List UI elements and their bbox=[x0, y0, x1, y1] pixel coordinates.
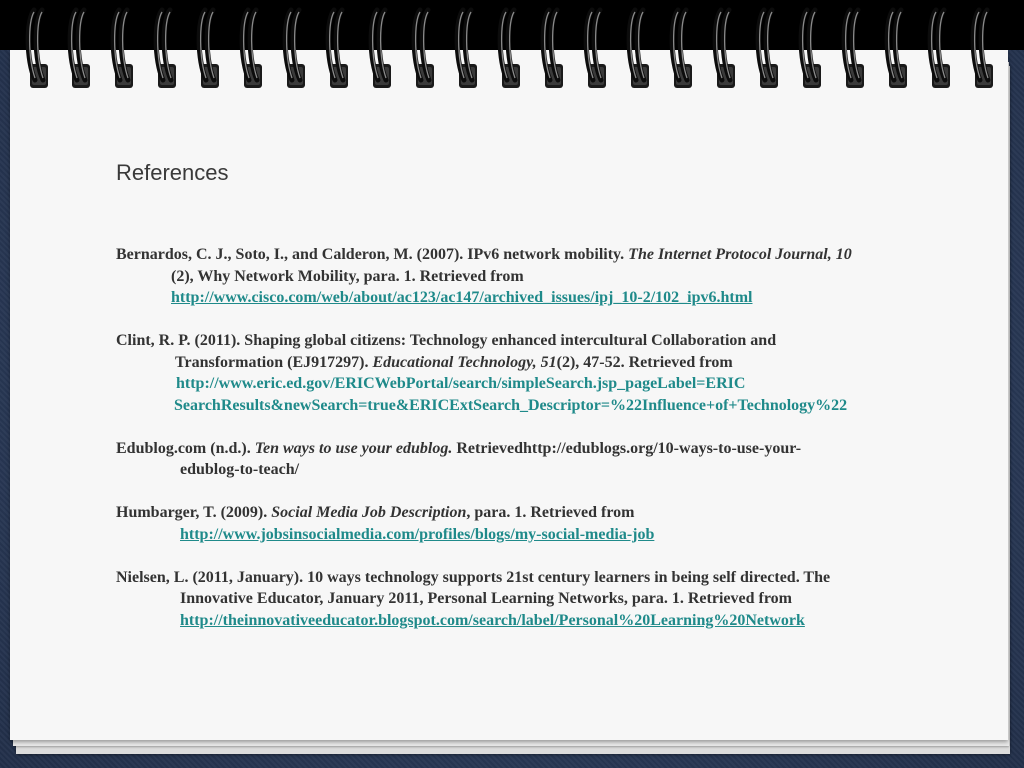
reference-list bbox=[116, 244, 976, 653]
spiral-binding-ring-icon bbox=[629, 10, 649, 88]
reference-text: Transformation (EJ917297). bbox=[175, 353, 373, 371]
reference-title: Social Media Job Description bbox=[271, 504, 467, 521]
reference-link[interactable]: http://www.cisco.com/web/about/ac123/ac147/archived_issues/ipj_10-2/102_ipv6.html bbox=[171, 289, 753, 306]
reference-line bbox=[116, 438, 976, 460]
reference-text: Humbarger, T. (2009). bbox=[116, 504, 272, 521]
reference-text: Bernardos, C. J., Soto, I., and Calderon, M. (2007). IPv6 network mobility. bbox=[116, 246, 629, 263]
reference-entry bbox=[116, 438, 976, 481]
reference-text: Clint, R. P. (2011). Shaping global citizens: Technology enhanced intercultural Collaboration and bbox=[116, 332, 777, 349]
spiral-binding-ring-icon bbox=[285, 10, 305, 88]
page-title: References bbox=[116, 160, 229, 185]
spiral-binding-ring-icon bbox=[672, 10, 692, 88]
reference-text: , para. 1. Retrieved from bbox=[466, 504, 635, 521]
reference-text: Edublog.com (n.d.). bbox=[116, 439, 255, 457]
spiral-binding-ring-icon bbox=[70, 10, 90, 88]
spiral-binding-ring-icon bbox=[973, 10, 993, 88]
reference-text: (2), Why Network Mobility, para. 1. Retrieved from bbox=[171, 267, 524, 285]
reference-journal: The Internet Protocol Journal, 10 bbox=[628, 246, 852, 263]
reference-link[interactable]: SearchResults&newSearch=true&ERICExtSearch_Descriptor=%22Influence+of+Technology%22 bbox=[174, 396, 848, 414]
spiral-binding-ring-icon bbox=[113, 10, 133, 88]
spiral-binding-ring-icon bbox=[543, 10, 563, 88]
spiral-binding-ring-icon bbox=[887, 10, 907, 88]
spiral-binding-ring-icon bbox=[586, 10, 606, 88]
reference-link[interactable]: http://www.jobsinsocialmedia.com/profiles/blogs/my-social-media-job bbox=[180, 525, 655, 543]
spiral-binding-ring-icon bbox=[414, 10, 434, 88]
reference-line bbox=[116, 244, 976, 266]
spiral-binding-ring-icon bbox=[371, 10, 391, 88]
reference-text: (2), 47-52. Retrieved from bbox=[556, 353, 733, 371]
spiral-binding-ring-icon bbox=[801, 10, 821, 88]
spiral-binding-ring-icon bbox=[199, 10, 219, 88]
spiral-binding bbox=[0, 0, 1024, 100]
spiral-binding-ring-icon bbox=[457, 10, 477, 88]
reference-line bbox=[116, 502, 976, 524]
spiral-binding-ring-icon bbox=[844, 10, 864, 88]
reference-text: Innovative Educator, January 2011, Personal Learning Networks, para. 1. Retrieved from bbox=[180, 590, 792, 607]
spiral-binding-ring-icon bbox=[328, 10, 348, 88]
reference-text: edublog-to-teach/ bbox=[180, 461, 300, 478]
spiral-binding-ring-icon bbox=[156, 10, 176, 88]
spiral-binding-ring-icon bbox=[715, 10, 735, 88]
spiral-binding-ring-icon bbox=[28, 10, 48, 88]
spiral-binding-ring-icon bbox=[758, 10, 778, 88]
reference-link[interactable]: http://www.eric.ed.gov/ERICWebPortal/search/simpleSearch.jsp_pageLabel=ERIC bbox=[176, 375, 746, 392]
reference-link[interactable]: http://theinnovativeeducator.blogspot.com/search/label/Personal%20Learning%20Network bbox=[180, 611, 805, 629]
reference-text: Nielsen, L. (2011, January). 10 ways technology supports 21st century learners in being self directed. The bbox=[116, 568, 831, 586]
reference-entry bbox=[116, 330, 976, 416]
reference-entry bbox=[116, 244, 976, 309]
spiral-binding-ring-icon bbox=[930, 10, 950, 88]
reference-line bbox=[116, 352, 976, 374]
reference-title: Ten ways to use your edublog. bbox=[254, 439, 453, 457]
reference-journal: Educational Technology, 51 bbox=[372, 353, 557, 371]
reference-text: Retrievedhttp://edublogs.org/10-ways-to-use-your- bbox=[452, 439, 802, 457]
reference-entry bbox=[116, 567, 976, 632]
spiral-binding-ring-icon bbox=[242, 10, 262, 88]
spiral-binding-ring-icon bbox=[500, 10, 520, 88]
reference-entry bbox=[116, 502, 976, 545]
